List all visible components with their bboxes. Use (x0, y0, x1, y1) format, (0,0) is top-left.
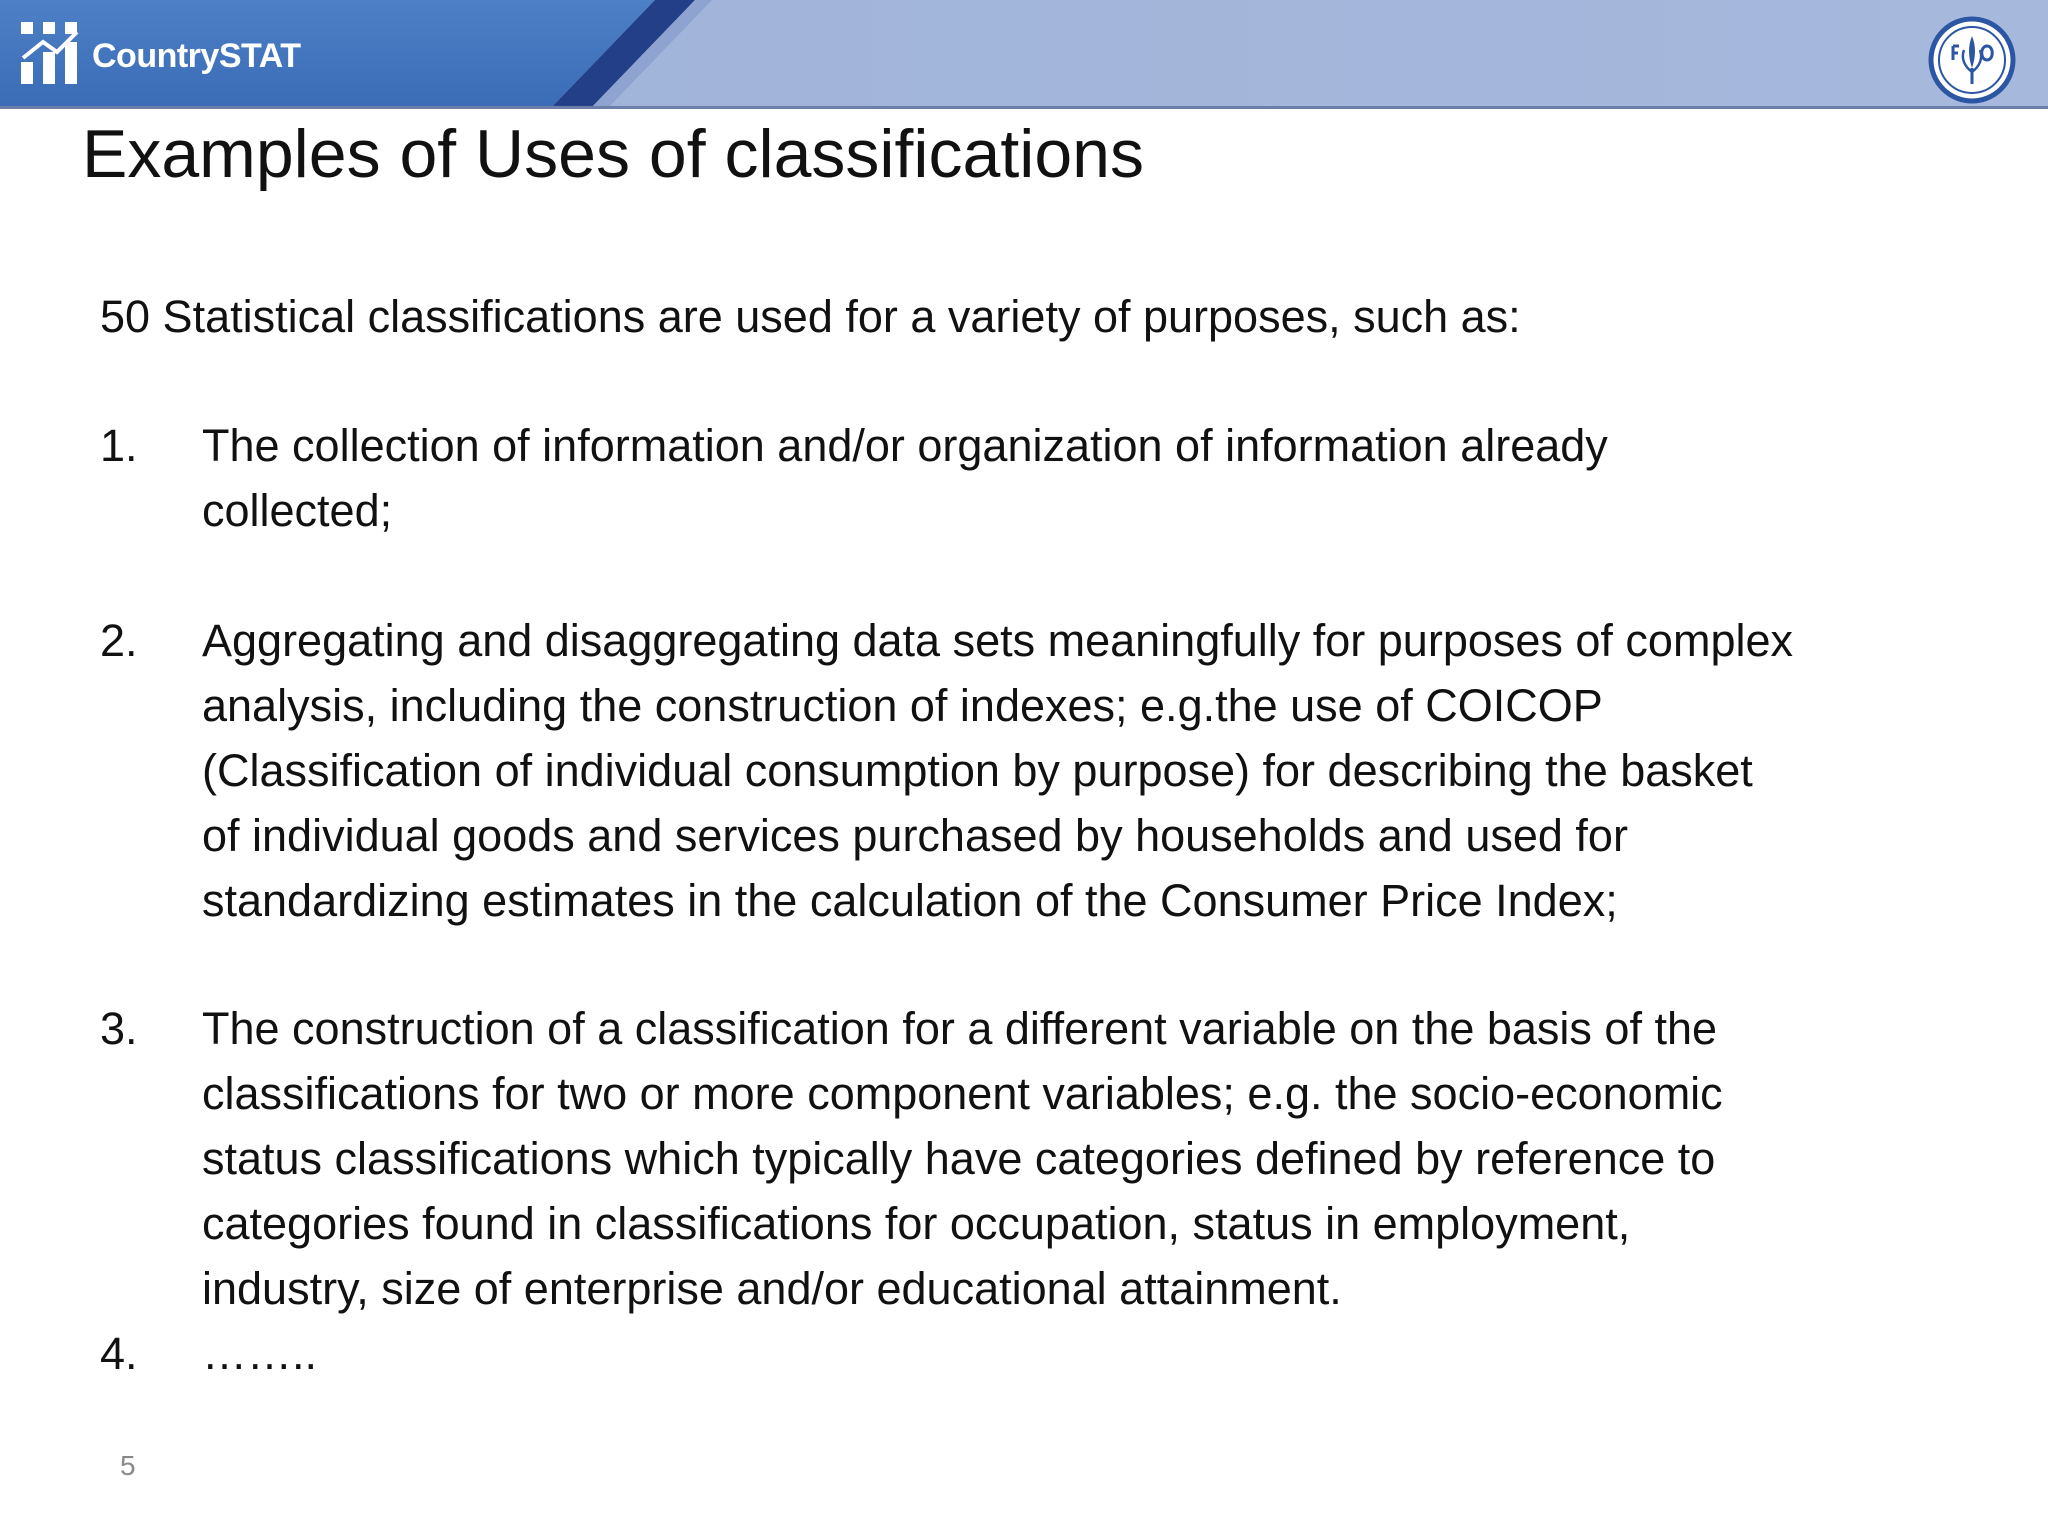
list-item-text: …….. (202, 1328, 318, 1379)
brand-name: CountrySTAT (92, 37, 301, 75)
header-background (0, 0, 2048, 109)
list-item-number: 2. (100, 615, 138, 666)
fao-emblem-icon (1928, 16, 2016, 104)
list-item-number: 3. (100, 1003, 138, 1054)
page-number: 5 (120, 1450, 136, 1481)
list-item-text: The collection of information and/or organization of information already collected; (202, 420, 1608, 536)
list-item-number: 4. (100, 1328, 138, 1379)
list-item-text: Aggregating and disaggregating data sets meaningfully for purposes of complex analysis, including the construction of indexes; e.g.the use of COICOP (Classification of individual consumption by purpose) for describing the basket of individual goods and services purchased by households and used for standardizing estimates in the calculation of the Consumer Price Index; (202, 615, 1793, 926)
list-item-text: The construction of a classification for a different variable on the basis of the classifications for two or more component variables; e.g. the socio-economic status classifications which typically have categories defined by reference to categories found in classifications for occupation, status in employment, industry, size of enterprise and/or educational attainment. (202, 1003, 1723, 1314)
page-title: Examples of Uses of classifications (82, 116, 1144, 192)
header-bar (0, 0, 2048, 109)
list-item-number: 1. (100, 420, 138, 471)
intro-text: 50 Statistical classifications are used for a variety of purposes, such as: (100, 291, 1521, 342)
countrystat-logo-icon (21, 22, 79, 84)
